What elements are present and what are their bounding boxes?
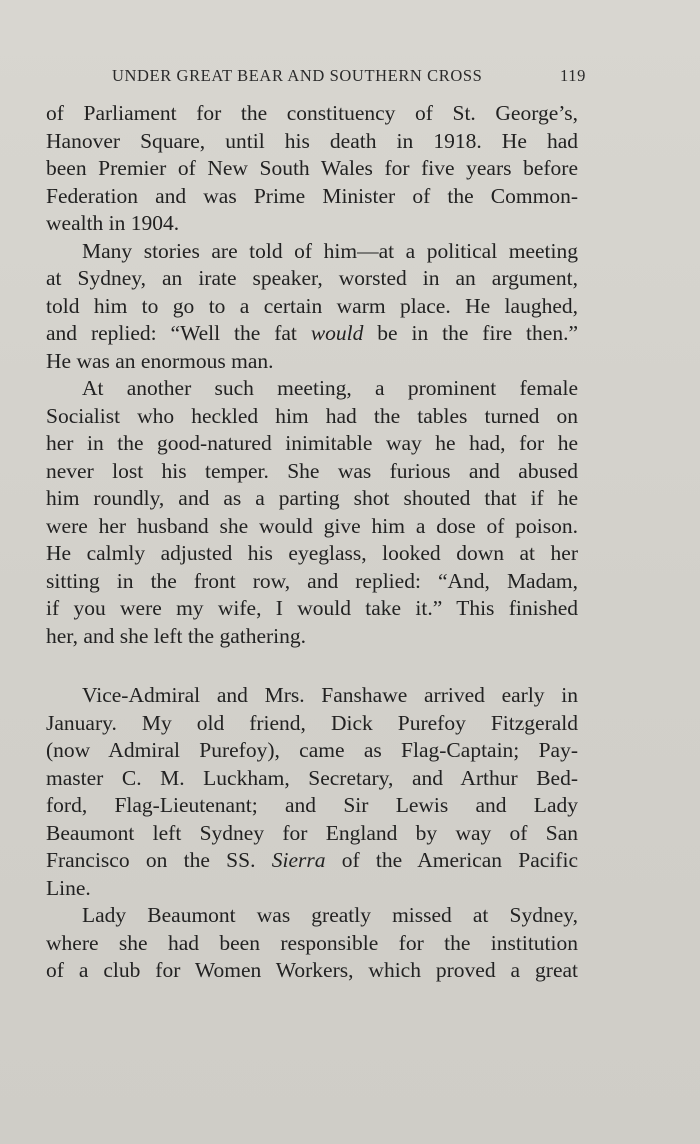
- text-line: Beaumont left Sydney for England by way of San: [46, 820, 578, 845]
- text-line: Socialist who heckled him had the tables turned on: [46, 403, 578, 428]
- text-run: Francisco on the SS.: [46, 848, 272, 872]
- text-line: Hanover Square, until his death in 1918. He had: [46, 128, 578, 153]
- text-line-with-italic: [46, 847, 578, 875]
- text-run: and replied: “Well the fat: [46, 321, 311, 345]
- italic-word: Sierra: [271, 848, 326, 872]
- text-line: Vice-Admiral and Mrs. Fanshawe arrived early in: [82, 683, 578, 707]
- text-line: At another such meeting, a prominent female: [82, 376, 578, 400]
- text-line: her in the good-natured inimitable way he had, for he: [46, 431, 578, 455]
- text-line: at Sydney, an irate speaker, worsted in an argument,: [46, 266, 578, 290]
- italic-word: would: [310, 321, 364, 345]
- section-break: [46, 650, 578, 682]
- text-line: He was an enormous man.: [46, 348, 274, 373]
- text-line: been Premier of New South Wales for five years before: [46, 156, 578, 180]
- text-line: him roundly, and as a parting shot shouted that if he: [46, 486, 578, 510]
- running-header: [112, 66, 586, 90]
- text-line: wealth in 1904.: [46, 211, 180, 235]
- page-number: 119: [560, 66, 586, 85]
- text-line: never lost his temper. She was furious and abused: [46, 458, 578, 483]
- text-line: of a club for Women Workers, which proved a great: [46, 958, 578, 982]
- text-line: told him to go to a certain warm place. He laughed,: [46, 293, 578, 318]
- text-line: sitting in the front row, and replied: “And, Madam,: [46, 568, 578, 593]
- text-line: her, and she left the gathering.: [46, 623, 307, 648]
- text-run: of the American Pacific: [325, 848, 578, 872]
- text-line: master C. M. Luckham, Secretary, and Arthur Bed-: [46, 765, 578, 790]
- text-line: Lady Beaumont was greatly missed at Sydney,: [82, 903, 578, 927]
- paragraph-group-1: [46, 100, 578, 650]
- text-line: where she had been responsible for the institution: [46, 930, 578, 955]
- text-line: ford, Flag-Lieutenant; and Sir Lewis and Lady: [46, 793, 578, 817]
- body-text: [46, 100, 578, 985]
- text-line: if you were my wife, I would take it.” This finished: [46, 596, 578, 620]
- text-line: were her husband she would give him a dose of poison.: [46, 513, 578, 538]
- text-line-with-italic: [46, 320, 578, 348]
- text-line: January. My old friend, Dick Purefoy Fitzgerald: [46, 710, 578, 735]
- paragraph-group-2: [46, 682, 578, 985]
- running-title: UNDER GREAT BEAR AND SOUTHERN CROSS: [112, 66, 483, 85]
- text-line: (now Admiral Purefoy), came as Flag-Captain; Pay-: [46, 738, 578, 762]
- text-run: be in the fire then.”: [363, 321, 578, 345]
- text-line: Many stories are told of him—at a political meeting: [82, 238, 578, 263]
- text-line: He calmly adjusted his eyeglass, looked down at her: [46, 541, 578, 565]
- text-line: of Parliament for the constituency of St. George’s,: [46, 101, 578, 125]
- text-line: Federation and was Prime Minister of the Common-: [46, 183, 578, 208]
- text-line: Line.: [46, 875, 91, 900]
